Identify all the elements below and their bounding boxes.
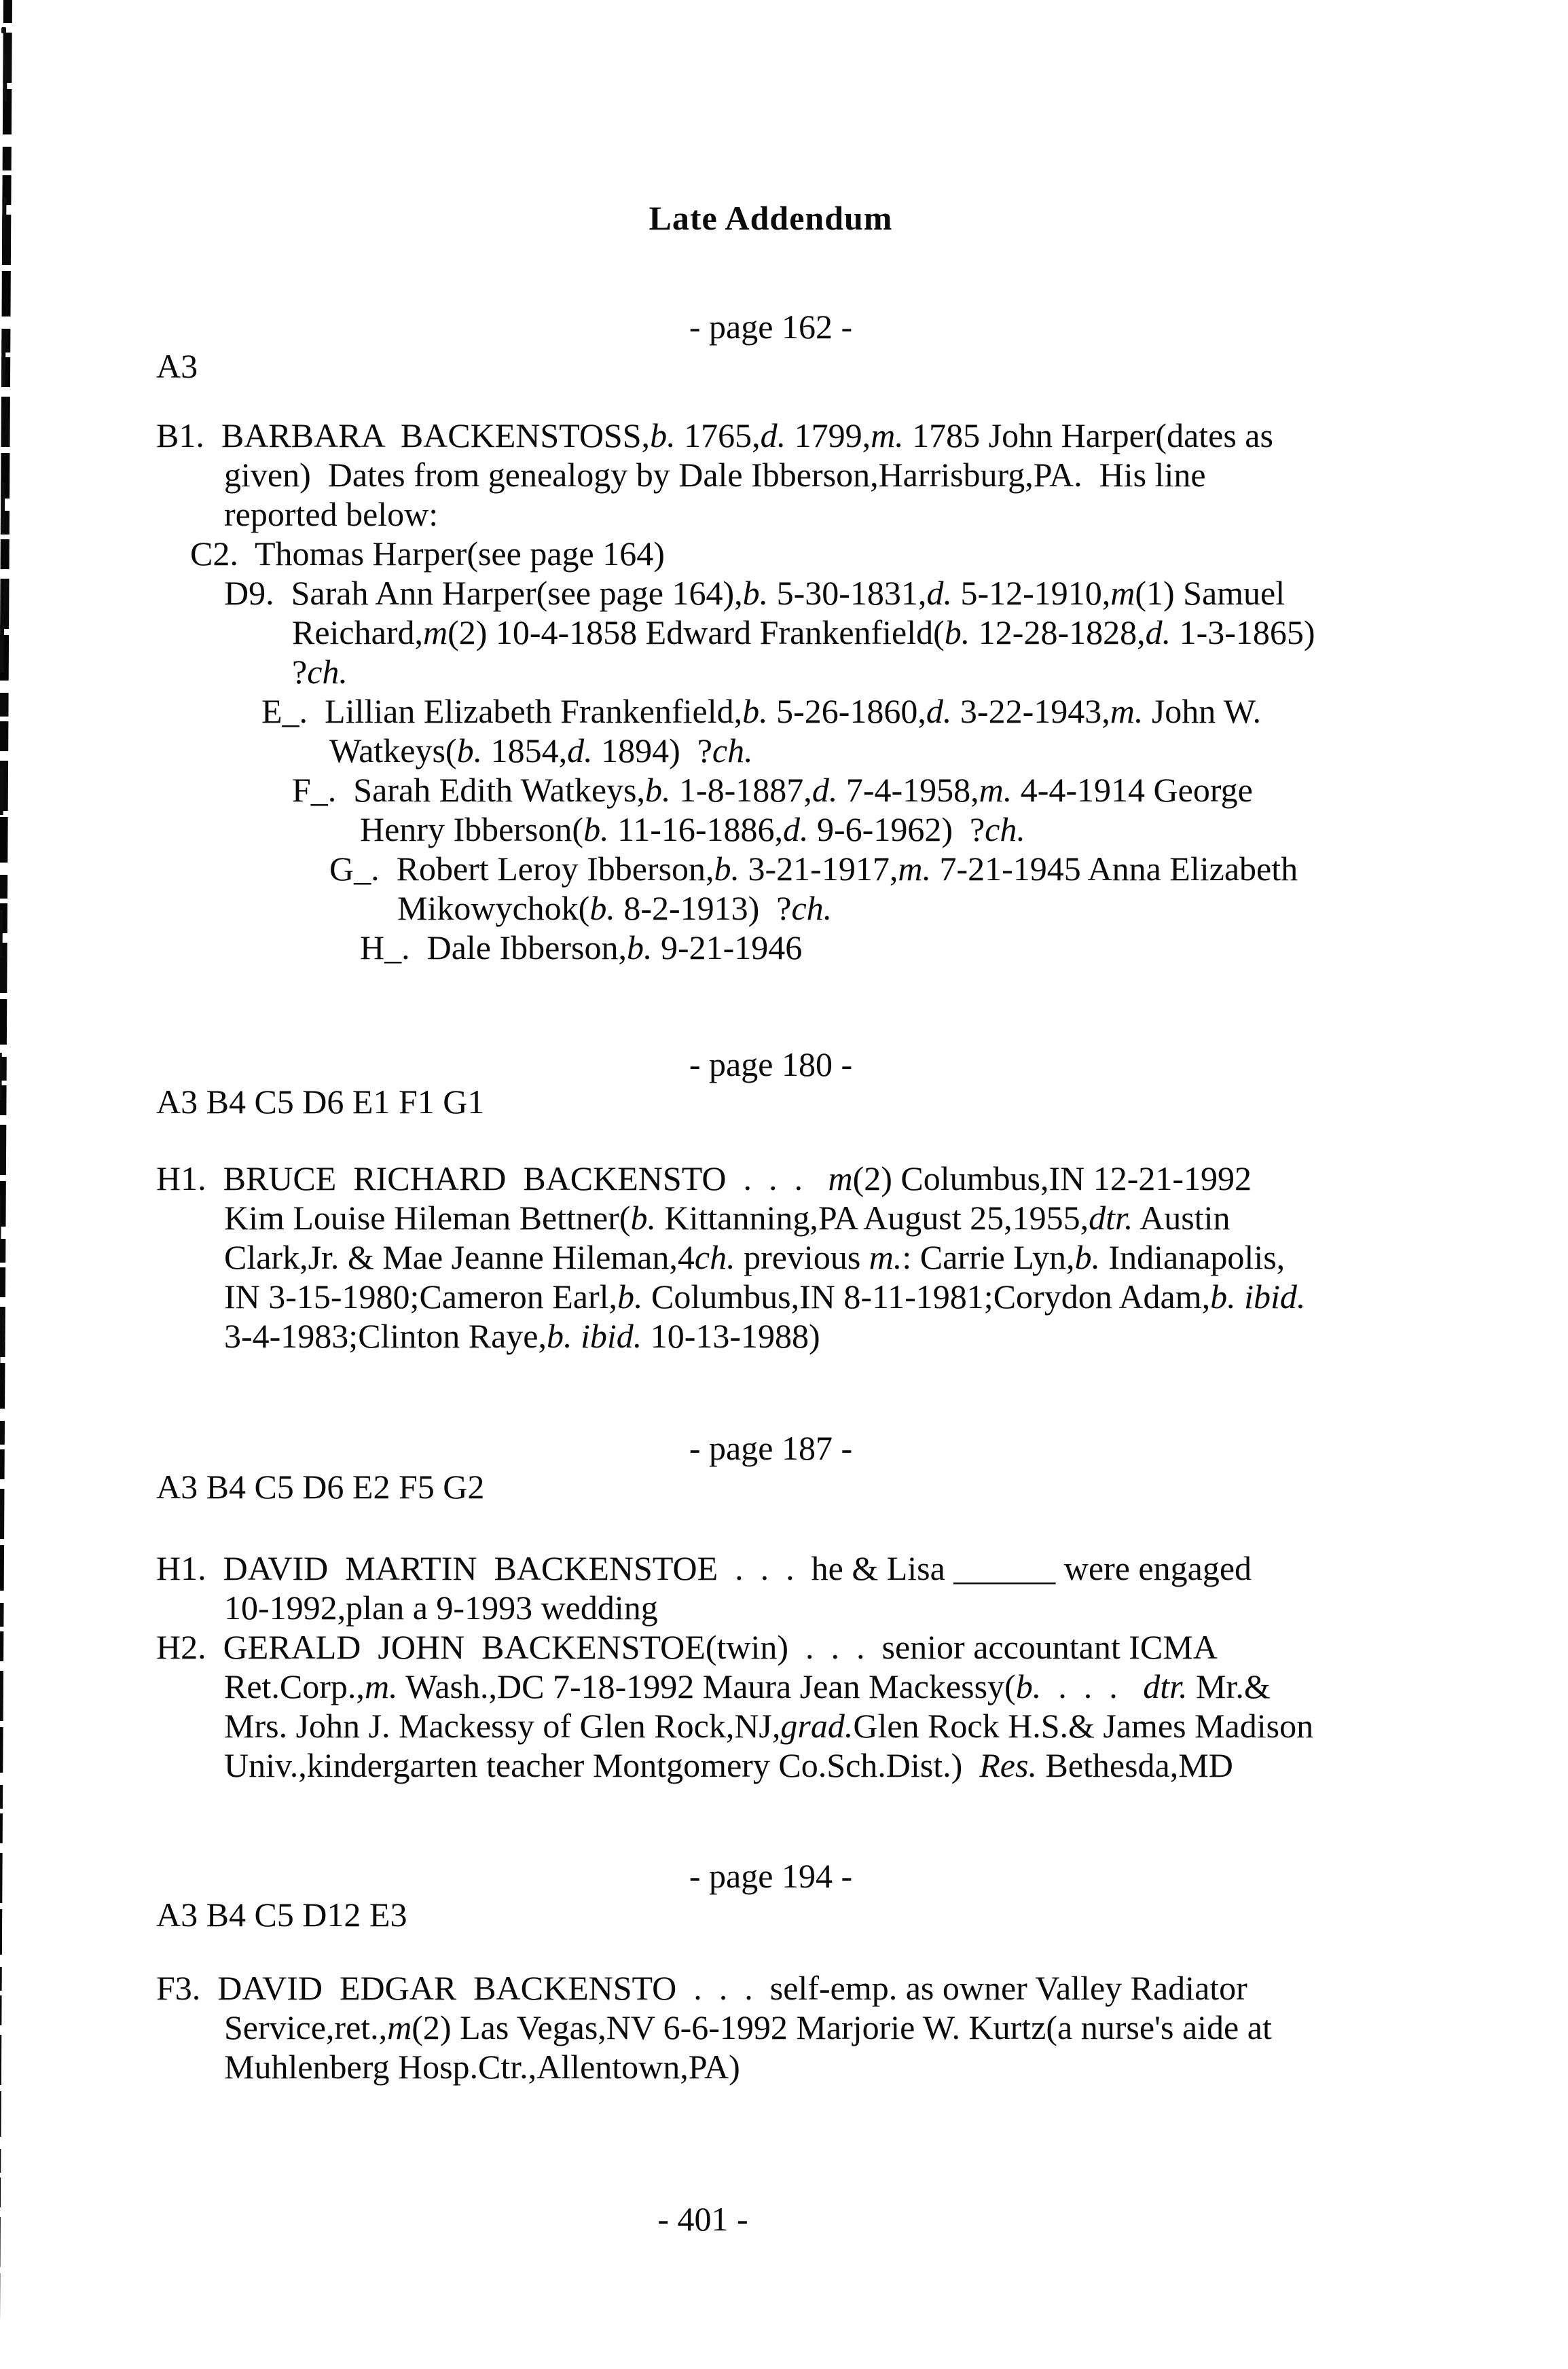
text-line: ?ch. (292, 653, 348, 691)
page-ref-180: - page 180 - (689, 1045, 853, 1083)
scan-binding-artifact (0, 0, 12, 2369)
page-ref-187: - page 187 - (689, 1429, 853, 1467)
text-line: F_. Sarah Edith Watkeys,b. 1-8-1887,d. 7-4-1958,m. 4-4-1914 George (292, 771, 1253, 809)
page-ref-162: - page 162 - (689, 308, 853, 346)
text-line: 10-1992,plan a 9-1993 wedding (224, 1589, 658, 1627)
text-line: C2. Thomas Harper(see page 164) (190, 535, 665, 573)
document-title: Late Addendum (649, 199, 893, 237)
text-line: H2. GERALD JOHN BACKENSTOE(twin) . . . senior accountant ICMA (156, 1628, 1218, 1666)
text-line: given) Dates from genealogy by Dale Ibberson,Harrisburg,PA. His line (224, 456, 1206, 494)
text-line: F3. DAVID EDGAR BACKENSTO . . . self-emp. as owner Valley Radiator (156, 1969, 1247, 2007)
page-ref-194: - page 194 - (689, 1857, 853, 1895)
section-entries-187 (156, 1549, 1548, 1785)
section-entries-162 (156, 416, 1548, 967)
section-entries-194 (156, 1968, 1548, 2086)
text-line: Kim Louise Hileman Bettner(b. Kittanning,PA August 25,1955,dtr. Austin (224, 1199, 1230, 1237)
text-line: 3-4-1983;Clinton Raye,b. ibid. 10-13-1988) (224, 1317, 820, 1355)
text-line: D9. Sarah Ann Harper(see page 164),b. 5-30-1831,d. 5-12-1910,m(1) Samuel (224, 574, 1286, 612)
text-line: H1. BRUCE RICHARD BACKENSTO . . . m(2) Columbus,IN 12-21-1992 (156, 1159, 1252, 1197)
text-line: Reichard,m(2) 10-4-1858 Edward Frankenfield(b. 12-28-1828,d. 1-3-1865) (292, 613, 1315, 651)
lineage-code-194: A3 B4 C5 D12 E3 (156, 1896, 407, 1934)
text-line: IN 3-15-1980;Cameron Earl,b. Columbus,IN 8-11-1981;Corydon Adam,b. ibid. (224, 1278, 1306, 1316)
text-line: Univ.,kindergarten teacher Montgomery Co.Sch.Dist.) Res. Bethesda,MD (224, 1746, 1233, 1784)
text-line: Henry Ibberson(b. 11-16-1886,d. 9-6-1962) ?ch. (360, 810, 1025, 848)
section-entries-180 (156, 1159, 1548, 1356)
text-line: Mrs. John J. Mackessy of Glen Rock,NJ,grad.Glen Rock H.S.& James Madison (224, 1707, 1314, 1745)
scan-binding-artifact-inner (0, 0, 7, 2369)
text-line: Mikowychok(b. 8-2-1913) ?ch. (397, 889, 833, 927)
text-line: H1. DAVID MARTIN BACKENSTOE . . . he & Lisa ______ were engaged (156, 1549, 1252, 1587)
lineage-code-187: A3 B4 C5 D6 E2 F5 G2 (156, 1468, 485, 1506)
text-line: Clark,Jr. & Mae Jeanne Hileman,4ch. previous m.: Carrie Lyn,b. Indianapolis, (224, 1238, 1286, 1276)
lineage-code-180: A3 B4 C5 D6 E1 F1 G1 (156, 1083, 485, 1121)
text-line: E_. Lillian Elizabeth Frankenfield,b. 5-26-1860,d. 3-22-1943,m. John W. (261, 692, 1262, 730)
text-line: reported below: (224, 495, 439, 533)
lineage-code-162: A3 (156, 347, 198, 385)
text-line: Service,ret.,m(2) Las Vegas,NV 6-6-1992 Marjorie W. Kurtz(a nurse's aide at (224, 2008, 1272, 2046)
text-line: H_. Dale Ibberson,b. 9-21-1946 (360, 928, 803, 966)
text-line: Watkeys(b. 1854,d. 1894) ?ch. (329, 731, 753, 770)
text-line: B1. BARBARA BACKENSTOSS,b. 1765,d. 1799,m. 1785 John Harper(dates as (156, 416, 1273, 454)
text-line: G_. Robert Leroy Ibberson,b. 3-21-1917,m. 7-21-1945 Anna Elizabeth (329, 850, 1298, 888)
text-line: Muhlenberg Hosp.Ctr.,Allentown,PA) (224, 2048, 740, 2086)
scan-noise (1, 27, 6, 33)
text-line: Ret.Corp.,m. Wash.,DC 7-18-1992 Maura Jean Mackessy(b. . . . dtr. Mr.& (224, 1667, 1271, 1705)
page-number: - 401 - (657, 2200, 748, 2238)
